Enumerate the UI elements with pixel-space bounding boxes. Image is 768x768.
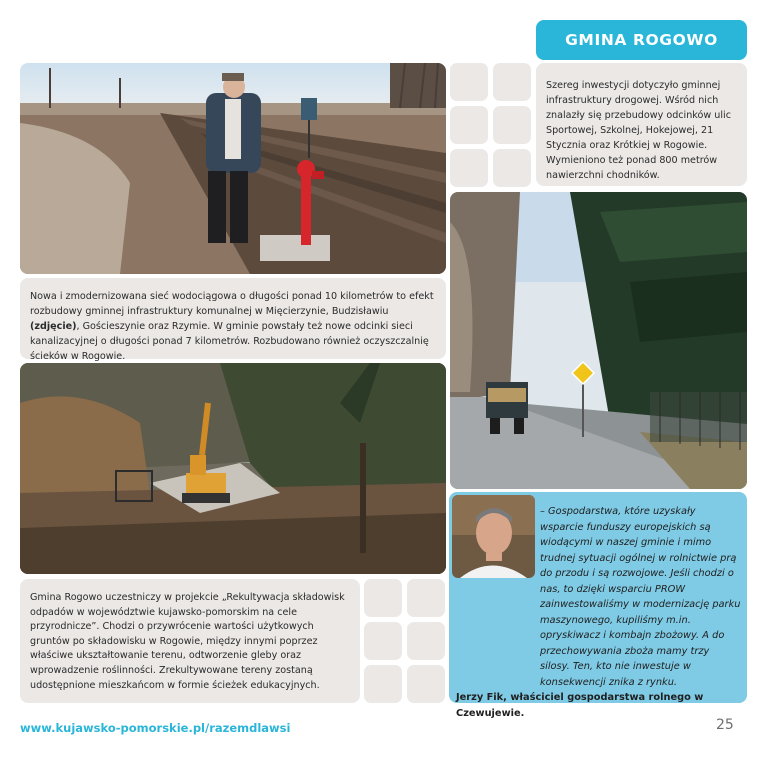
water-text-bold: (zdjęcie) — [30, 321, 77, 332]
roads-text: Szereg inwestycji dotyczyło gminnej infrastruktury drogowej. Wśród nich znalazły się przebudowy odcinków ulic Sportowej, Szkolnej, Hokejowej, 21 Stycznia oraz Krótkiej w Rogowie. Wymieniono też ponad 800 metrów nawierzchni chodników. — [546, 80, 731, 181]
decor-tile — [493, 63, 531, 101]
photo-road-tractor — [450, 192, 747, 489]
footer-link[interactable]: www.kujawsko-pomorskie.pl/razemdlawsi — [20, 721, 291, 735]
photo-excavator — [20, 363, 446, 574]
decor-tile — [407, 665, 445, 703]
decor-tile — [450, 149, 488, 187]
page-number: 25 — [716, 717, 734, 733]
decor-tile — [364, 622, 402, 660]
water-text-part: Nowa i zmodernizowana sieć wodociągowa o długości ponad 10 kilometrów to efekt rozbudowy gminnej infrastruktury komunalnej w Mięcierzynie, Budzisławiu — [30, 291, 434, 317]
decor-tile — [450, 63, 488, 101]
water-text-part: , Gościeszynie oraz Rzymie. W gminie powstały też nowe odcinki sieci kanalizacyjnej o długości ponad 7 kilometrów. Rozbudowano również oczyszczalnię ścieków w Rogowie. — [30, 321, 429, 362]
quote-author: Jerzy Fik, właściciel gospodarstwa rolnego w Czewujewie. — [456, 692, 704, 719]
quote-body: – Gospodarstwa, które uzyskały wsparcie funduszy europejskich są wiodącymi w naszej gminie i mimo trudnej sytuacji ogólnej w rolnictwie prą do przodu i są rozwojowe. Jeśli chodzi o nas, to dzięki wsparciu PROW zainwestowaliśmy w modernizację parku maszynowego, kupiliśmy m.in. opryskiwacz i kombajn zbożowy. A do przechowywania zboża mamy trzy silosy. Ten, kto nie inwestuje w konsekwencji znika z rynku. — [540, 506, 741, 688]
water-text — [30, 289, 440, 364]
page-title: GMINA ROGOWO — [536, 20, 747, 60]
landfill-text: Gmina Rogowo uczestniczy w projekcie „Rekultywacja składowisk odpadów w województwie kujawsko-pomorskim na cele przyrodnicze”. Chodzi o przywrócenie wartości użytkowych gruntów po składowisku w Rogowie, między innymi poprzez właściwe ukształtowanie terenu, odtworzenie gleby oraz wprowadzenie roślinności. Zrekultywowane tereny zostaną udostępnione mieszkańcom w formie ścieżek edukacyjnych. — [30, 592, 345, 691]
decor-tile — [364, 665, 402, 703]
quote-text — [456, 504, 741, 721]
photo-hydrant — [20, 63, 446, 274]
decor-tile — [407, 622, 445, 660]
decor-tile — [493, 149, 531, 187]
decor-tile — [493, 106, 531, 144]
decor-tile — [407, 579, 445, 617]
decor-tile — [450, 106, 488, 144]
decor-tile — [364, 579, 402, 617]
